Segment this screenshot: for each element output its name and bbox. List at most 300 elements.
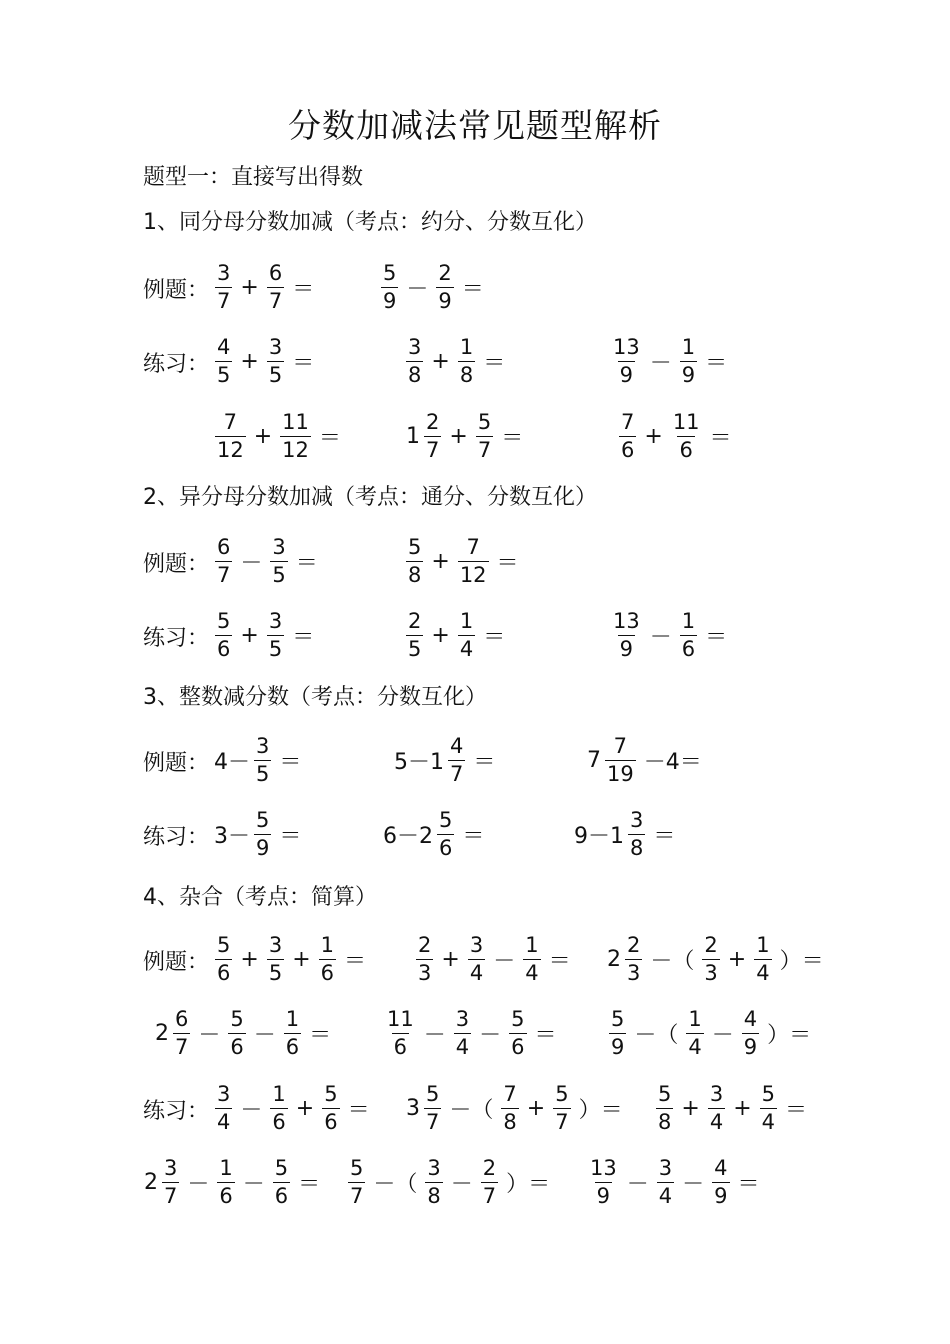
denominator: 6 xyxy=(439,835,453,860)
numerator: 3 xyxy=(268,334,283,359)
operator: － xyxy=(649,624,672,650)
fraction xyxy=(424,409,441,462)
operator: － xyxy=(240,1097,263,1123)
section-heading: 2、异分母分数加减（考点：通分、分数互化） xyxy=(143,485,597,510)
operator: ＝ xyxy=(705,624,728,650)
math-expression xyxy=(378,257,489,317)
numerator: 5 xyxy=(324,1081,338,1106)
operator: ＝ xyxy=(705,350,728,376)
numerator: 4 xyxy=(450,733,464,758)
operator: － xyxy=(479,1022,502,1048)
fraction xyxy=(267,608,284,661)
math-expression xyxy=(606,929,829,989)
fraction xyxy=(611,608,642,661)
denominator: 6 xyxy=(274,1183,289,1208)
denominator: 9 xyxy=(611,1034,625,1059)
denominator: 4 xyxy=(455,1034,470,1059)
operator: ＝ xyxy=(292,624,315,650)
numerator: 4 xyxy=(217,334,231,359)
numerator: 1 xyxy=(525,932,539,957)
operator: + xyxy=(240,946,259,972)
fraction xyxy=(625,932,642,985)
operator: + xyxy=(292,946,311,972)
denominator: 4 xyxy=(709,1109,724,1134)
operator: + xyxy=(431,548,450,574)
numerator: 7 xyxy=(613,733,628,758)
denominator: 8 xyxy=(503,1109,517,1134)
numerator: 1 xyxy=(285,1006,300,1031)
practice-label: 练习： xyxy=(143,626,210,651)
operator: ＝ xyxy=(295,550,318,576)
whole-number: 5－1 xyxy=(394,749,444,775)
numerator: 5 xyxy=(611,1006,625,1031)
operator: ＝ xyxy=(473,749,496,775)
denominator: 9 xyxy=(438,288,452,313)
fraction xyxy=(425,1155,442,1208)
whole-number: 3 xyxy=(406,1095,420,1121)
math-expression xyxy=(608,605,732,665)
operator: + xyxy=(240,274,259,300)
denominator: 8 xyxy=(408,362,422,387)
math-expression xyxy=(212,331,319,391)
denominator: 6 xyxy=(219,1183,233,1208)
fraction xyxy=(671,409,702,462)
operator: ＝ xyxy=(548,948,571,974)
page-title: 分数加减法常见题型解析 xyxy=(288,106,662,145)
operator: ＝ xyxy=(785,1097,808,1123)
numerator: 3 xyxy=(272,534,286,559)
math-expression xyxy=(213,730,306,790)
fraction xyxy=(553,1081,570,1134)
math-expression xyxy=(573,804,680,864)
numerator: 3 xyxy=(469,932,484,957)
numerator: 11 xyxy=(387,1006,414,1031)
fraction xyxy=(588,1155,619,1208)
fraction xyxy=(215,534,232,587)
denominator: 4 xyxy=(525,960,539,985)
operator: － xyxy=(450,1171,473,1197)
operator: ）＝ xyxy=(578,1097,623,1123)
fraction xyxy=(437,807,454,860)
fraction xyxy=(267,334,284,387)
whole-number: 3－ xyxy=(214,823,250,849)
numerator: 13 xyxy=(590,1155,617,1180)
numerator: 7 xyxy=(223,409,238,434)
denominator: 6 xyxy=(217,960,231,985)
denominator: 4 xyxy=(658,1183,673,1208)
numerator: 7 xyxy=(503,1081,517,1106)
denominator: 6 xyxy=(679,437,693,462)
example-label: 例题： xyxy=(143,552,210,577)
denominator: 12 xyxy=(459,562,487,587)
math-expression xyxy=(212,406,346,466)
operator: ＝ xyxy=(292,276,315,302)
operator: － xyxy=(682,1171,705,1197)
operator: ＝ xyxy=(344,948,367,974)
numerator: 5 xyxy=(217,608,231,633)
fraction xyxy=(468,932,485,985)
fraction xyxy=(416,932,433,985)
denominator: 6 xyxy=(324,1109,338,1134)
operator: ＝ xyxy=(298,1171,321,1197)
fraction xyxy=(476,409,493,462)
math-expression xyxy=(212,257,319,317)
section-heading: 1、同分母分数加减（考点：约分、分数互化） xyxy=(143,210,597,235)
math-expression xyxy=(212,531,323,591)
operator: － xyxy=(253,1022,276,1048)
fraction xyxy=(215,409,246,462)
fraction xyxy=(173,1006,190,1059)
numerator: 1 xyxy=(688,1006,702,1031)
fraction xyxy=(215,608,232,661)
fraction xyxy=(228,1006,245,1059)
fraction xyxy=(270,534,287,587)
fraction xyxy=(680,334,697,387)
numerator: 5 xyxy=(383,260,397,285)
denominator: 5 xyxy=(256,761,270,786)
operator: ＝ xyxy=(737,1171,760,1197)
denominator: 9 xyxy=(714,1183,728,1208)
practice-label: 练习： xyxy=(143,352,210,377)
fraction xyxy=(619,409,636,462)
denominator: 6 xyxy=(230,1034,244,1059)
fraction xyxy=(702,932,719,985)
operator: ＝ xyxy=(496,550,519,576)
denominator: 5 xyxy=(268,636,283,661)
operator: + xyxy=(240,622,259,648)
numerator: 2 xyxy=(408,608,422,633)
fraction xyxy=(501,1081,518,1134)
denominator: 4 xyxy=(459,636,474,661)
fraction xyxy=(319,932,336,985)
operator: －（ xyxy=(373,1171,418,1197)
denominator: 9 xyxy=(383,288,397,313)
fraction xyxy=(742,1006,759,1059)
operator: ＝ xyxy=(347,1097,370,1123)
section-heading: 3、整数减分数（考点：分数互化） xyxy=(143,685,487,710)
denominator: 5 xyxy=(408,636,422,661)
operator: － xyxy=(649,350,672,376)
operator: － xyxy=(711,1022,734,1048)
fraction xyxy=(215,1081,232,1134)
practice-label: 练习： xyxy=(143,825,210,850)
operator: + xyxy=(240,348,259,374)
operator: ＝ xyxy=(462,823,485,849)
denominator: 6 xyxy=(621,437,635,462)
fraction xyxy=(523,932,540,985)
operator: ＝ xyxy=(483,350,506,376)
operator: ＝ xyxy=(309,1022,332,1048)
denominator: 7 xyxy=(164,1183,178,1208)
fraction xyxy=(215,334,232,387)
numerator: 5 xyxy=(761,1081,775,1106)
denominator: 8 xyxy=(630,835,644,860)
fraction xyxy=(385,1006,416,1059)
numerator: 5 xyxy=(477,409,492,434)
numerator: 3 xyxy=(408,334,422,359)
denominator: 8 xyxy=(658,1109,672,1134)
denominator: 6 xyxy=(217,636,231,661)
numerator: 1 xyxy=(459,608,474,633)
denominator: 5 xyxy=(268,960,283,985)
operator: ）＝ xyxy=(779,948,824,974)
numerator: 3 xyxy=(709,1081,724,1106)
denominator: 7 xyxy=(268,288,283,313)
numerator: 6 xyxy=(175,1006,189,1031)
denominator: 4 xyxy=(217,1109,231,1134)
operator: － xyxy=(242,1171,265,1197)
fraction xyxy=(322,1081,339,1134)
operator: －4＝ xyxy=(643,749,702,775)
numerator: 11 xyxy=(672,409,700,434)
denominator: 9 xyxy=(619,362,634,387)
operator: ）＝ xyxy=(506,1171,551,1197)
math-expression xyxy=(212,1078,375,1138)
denominator: 3 xyxy=(627,960,641,985)
math-expression xyxy=(606,1003,816,1063)
denominator: 19 xyxy=(607,761,634,786)
operator: － xyxy=(187,1171,210,1197)
fraction xyxy=(280,409,311,462)
math-expression xyxy=(345,1152,555,1212)
fraction xyxy=(628,807,645,860)
numerator: 7 xyxy=(621,409,635,434)
whole-number: 7 xyxy=(587,747,601,773)
fraction xyxy=(760,1081,777,1134)
operator: ＝ xyxy=(653,823,676,849)
math-expression xyxy=(143,1152,325,1212)
numerator: 3 xyxy=(217,260,231,285)
operator: + xyxy=(681,1095,700,1121)
fraction xyxy=(406,534,423,587)
math-expression xyxy=(382,804,489,864)
whole-number: 4－ xyxy=(214,749,250,775)
fraction xyxy=(348,1155,365,1208)
fraction xyxy=(162,1155,179,1208)
numerator: 3 xyxy=(455,1006,470,1031)
numerator: 3 xyxy=(630,807,644,832)
denominator: 7 xyxy=(175,1034,189,1059)
numerator: 5 xyxy=(439,807,453,832)
fraction xyxy=(270,1081,287,1134)
denominator: 8 xyxy=(427,1183,441,1208)
fraction xyxy=(254,807,271,860)
operator: － xyxy=(423,1022,446,1048)
practice-label: 练习： xyxy=(143,1099,210,1124)
numerator: 7 xyxy=(466,534,480,559)
operator: + xyxy=(253,423,273,449)
numerator: 3 xyxy=(217,1081,231,1106)
operator: －（ xyxy=(634,1022,679,1048)
math-expression xyxy=(382,1003,562,1063)
fraction xyxy=(424,1081,441,1134)
example-label: 例题： xyxy=(143,278,210,303)
denominator: 7 xyxy=(482,1183,497,1208)
numerator: 2 xyxy=(418,932,432,957)
fraction xyxy=(406,334,423,387)
denominator: 7 xyxy=(217,562,231,587)
operator: － xyxy=(240,550,263,576)
operator: + xyxy=(441,946,460,972)
numerator: 6 xyxy=(217,534,231,559)
numerator: 2 xyxy=(426,409,440,434)
denominator: 6 xyxy=(681,636,696,661)
operator: ＝ xyxy=(709,425,732,451)
fraction xyxy=(656,1081,673,1134)
numerator: 5 xyxy=(408,534,422,559)
fraction xyxy=(254,733,271,786)
fraction xyxy=(284,1006,301,1059)
operator: + xyxy=(733,1095,752,1121)
operator: － xyxy=(406,276,429,302)
denominator: 5 xyxy=(272,562,286,587)
operator: + xyxy=(526,1095,546,1121)
math-expression xyxy=(154,1003,336,1063)
denominator: 4 xyxy=(688,1034,702,1059)
numerator: 1 xyxy=(681,608,696,633)
math-expression xyxy=(653,1078,812,1138)
denominator: 7 xyxy=(350,1183,364,1208)
operator: + xyxy=(431,348,450,374)
fraction xyxy=(217,1155,234,1208)
fraction xyxy=(754,932,771,985)
numerator: 3 xyxy=(164,1155,178,1180)
numerator: 2 xyxy=(482,1155,497,1180)
denominator: 7 xyxy=(217,288,231,313)
denominator: 3 xyxy=(704,960,718,985)
math-expression xyxy=(616,406,737,466)
fraction xyxy=(712,1155,729,1208)
operator: + xyxy=(644,423,663,449)
denominator: 4 xyxy=(756,960,770,985)
operator: ＝ xyxy=(501,425,524,451)
denominator: 7 xyxy=(555,1109,569,1134)
numerator: 1 xyxy=(756,932,770,957)
numerator: 4 xyxy=(743,1006,758,1031)
math-expression xyxy=(405,406,528,466)
operator: + xyxy=(727,946,747,972)
fraction xyxy=(381,260,398,313)
math-expression xyxy=(403,331,510,391)
numerator: 5 xyxy=(350,1155,364,1180)
operator: －（ xyxy=(650,948,695,974)
fraction xyxy=(680,608,697,661)
math-expression xyxy=(585,1152,765,1212)
denominator: 5 xyxy=(217,362,231,387)
numerator: 1 xyxy=(681,334,696,359)
math-expression xyxy=(608,331,732,391)
numerator: 3 xyxy=(268,608,283,633)
fraction xyxy=(481,1155,498,1208)
numerator: 1 xyxy=(219,1155,233,1180)
type-heading: 题型一：直接写出得数 xyxy=(143,165,364,190)
denominator: 7 xyxy=(426,1109,440,1134)
math-expression xyxy=(213,804,306,864)
numerator: 13 xyxy=(613,334,640,359)
operator: ）＝ xyxy=(767,1022,812,1048)
operator: ＝ xyxy=(292,350,315,376)
math-expression xyxy=(586,730,707,790)
example-label: 例题： xyxy=(143,950,210,975)
operator: － xyxy=(198,1022,221,1048)
numerator: 3 xyxy=(658,1155,673,1180)
fraction xyxy=(605,733,636,786)
numerator: 5 xyxy=(511,1006,525,1031)
denominator: 8 xyxy=(408,562,422,587)
numerator: 5 xyxy=(555,1081,569,1106)
operator: ＝ xyxy=(279,823,302,849)
operator: － xyxy=(626,1171,649,1197)
numerator: 5 xyxy=(426,1081,440,1106)
fraction xyxy=(267,260,284,313)
denominator: 6 xyxy=(285,1034,300,1059)
numerator: 5 xyxy=(230,1006,244,1031)
denominator: 9 xyxy=(743,1034,758,1059)
numerator: 3 xyxy=(427,1155,441,1180)
operator: + xyxy=(295,1095,315,1121)
operator: ＝ xyxy=(318,425,341,451)
operator: ＝ xyxy=(483,624,506,650)
operator: ＝ xyxy=(279,749,302,775)
numerator: 4 xyxy=(714,1155,728,1180)
numerator: 2 xyxy=(704,932,718,957)
fraction xyxy=(458,534,489,587)
fraction xyxy=(448,733,465,786)
fraction xyxy=(609,1006,626,1059)
numerator: 3 xyxy=(256,733,270,758)
numerator: 13 xyxy=(613,608,640,633)
operator: ＝ xyxy=(534,1022,557,1048)
denominator: 4 xyxy=(469,960,484,985)
fraction xyxy=(458,608,475,661)
numerator: 5 xyxy=(274,1155,289,1180)
numerator: 1 xyxy=(320,932,334,957)
denominator: 4 xyxy=(761,1109,775,1134)
denominator: 6 xyxy=(320,960,334,985)
numerator: 3 xyxy=(268,932,283,957)
whole-number: 1 xyxy=(406,423,420,449)
denominator: 6 xyxy=(272,1109,286,1134)
denominator: 12 xyxy=(217,437,244,462)
numerator: 11 xyxy=(282,409,309,434)
denominator: 9 xyxy=(596,1183,611,1208)
whole-number: 2 xyxy=(144,1169,158,1195)
numerator: 5 xyxy=(658,1081,672,1106)
denominator: 9 xyxy=(256,835,270,860)
section-heading: 4、杂合（考点：简算） xyxy=(143,885,377,910)
fraction xyxy=(215,932,232,985)
denominator: 7 xyxy=(450,761,464,786)
denominator: 7 xyxy=(477,437,492,462)
operator: － xyxy=(493,948,516,974)
fraction xyxy=(273,1155,290,1208)
fraction xyxy=(215,260,232,313)
fraction xyxy=(509,1006,526,1059)
numerator: 2 xyxy=(438,260,452,285)
numerator: 1 xyxy=(459,334,474,359)
denominator: 9 xyxy=(681,362,696,387)
fraction xyxy=(611,334,642,387)
math-expression xyxy=(403,605,510,665)
fraction xyxy=(657,1155,674,1208)
denominator: 12 xyxy=(282,437,309,462)
fraction xyxy=(686,1006,703,1059)
fraction xyxy=(406,608,423,661)
denominator: 5 xyxy=(268,362,283,387)
operator: + xyxy=(449,423,468,449)
numerator: 1 xyxy=(272,1081,286,1106)
fraction xyxy=(454,1006,471,1059)
